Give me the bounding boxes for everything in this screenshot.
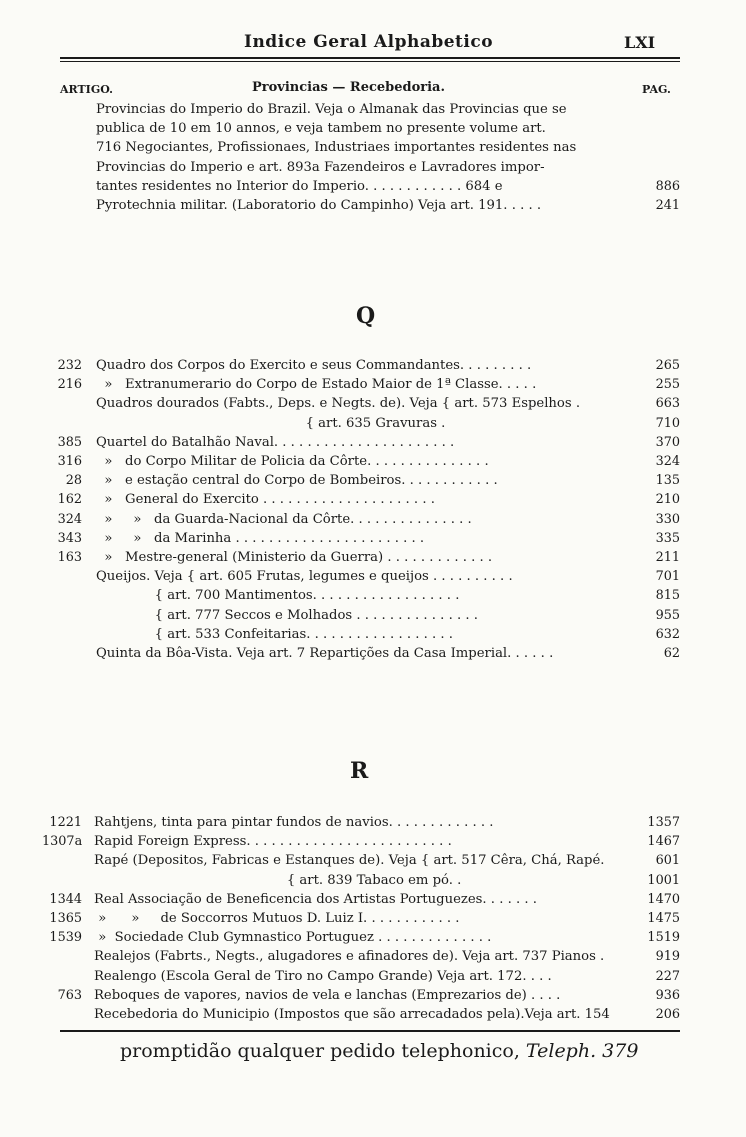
entry-article-number: 763 [57, 987, 82, 1003]
entry-article-number: 1365 [49, 911, 82, 926]
entry-page-number: 1467 [647, 834, 680, 850]
entry-page-number: 936 [655, 987, 680, 1003]
page-number: LXI [624, 33, 656, 52]
footer-text [120, 1040, 638, 1062]
entry-text: Real Associação de Beneficencia dos Artistas Portuguezes. . . . . . . [94, 891, 537, 907]
column-header-artigo: ARTIGO. [60, 83, 113, 96]
entry-text: Pyrotechnia militar. (Laboratorio do Campinho) Veja art. 191. . . . . [96, 198, 542, 213]
entry-page-number: 330 [655, 511, 680, 527]
entry-page-number: 663 [655, 396, 680, 412]
entry-article-number: 1307a [42, 834, 83, 850]
footer-phrase: promptidão qualquer pedido telephonico, [120, 1040, 520, 1062]
entry-text: Quartel do Batalhão Naval. . . . . . . . . . . . . . . . . . . . . . [96, 434, 455, 450]
entry-text: Reboques de vapores, navios de vela e lanchas (Emprezarios de) . . . . [94, 987, 561, 1003]
entry-page-number: 1001 [647, 872, 680, 888]
entry-page-number: 241 [655, 198, 680, 213]
entry-page-number: 1475 [647, 911, 680, 926]
entry-text: Quinta da Bôa-Vista. Veja art. 7 Repartições da Casa Imperial. . . . . . [96, 646, 554, 661]
entry-page-number: 886 [655, 178, 680, 194]
entry-text: { art. 700 Mantimentos. . . . . . . . . . . . . . . . . . [96, 588, 460, 604]
entry-text: 716 Negociantes, Profissionaes, Industriaes importantes residentes nas [96, 140, 577, 156]
entry-text: tantes residentes no Interior do Imperio. . . . . . . . . . . . 684 e [96, 178, 503, 194]
entry-page-number: 211 [655, 550, 680, 565]
entry-article-number: 324 [57, 511, 82, 527]
entry-page-number: 815 [655, 588, 680, 604]
entry-text: » e estação central do Corpo de Bombeiros. . . . . . . . . . . . [96, 473, 498, 489]
entry-page-number: 227 [655, 968, 680, 984]
entry-text: Quadro dos Corpos do Exercito e seus Commandantes. . . . . . . . . [96, 358, 532, 373]
section-letter-r: R [350, 758, 369, 784]
column-header-pag: PAG. [642, 83, 671, 96]
entry-text: » Extranumerario do Corpo de Estado Maior de 1ª Classe. . . . . [96, 377, 537, 393]
header-rule [60, 57, 680, 59]
entry-text: { art. 839 Tabaco em pó. . [94, 872, 462, 888]
entry-text: » » da Guarda-Nacional da Côrte. . . . . . . . . . . . . . . [96, 511, 472, 527]
footer-teleph: Teleph. 379 [525, 1040, 639, 1062]
entry-page-number: 265 [655, 358, 680, 373]
entry-text: Realengo (Escola Geral de Tiro no Campo Grande) Veja art. 172. . . . [94, 968, 552, 984]
entry-page-number: 632 [655, 626, 680, 642]
entry-page-number: 62 [663, 646, 680, 661]
entry-page-number: 1519 [647, 930, 680, 946]
entry-text: » » da Marinha . . . . . . . . . . . . . . . . . . . . . . . [96, 530, 425, 546]
entry-text: Recebedoria do Municipio (Impostos que são arrecadados pela).Veja art. 154 [94, 1007, 610, 1022]
entry-page-number: 370 [655, 434, 680, 450]
entry-article-number: 316 [57, 454, 82, 469]
entry-text: publica de 10 em 10 annos, e veja tambem no presente volume art. [96, 121, 546, 137]
entry-text: » » de Soccorros Mutuos D. Luiz I. . . . . . . . . . . . [94, 911, 460, 926]
section-letter-q: Q [356, 303, 376, 329]
header-rule-thin [60, 61, 680, 62]
entry-text: Provincias do Imperio e art. 893a Fazendeiros e Lavradores impor- [96, 159, 545, 175]
entry-page-number: 135 [655, 473, 680, 489]
entry-text: Rahtjens, tinta para pintar fundos de navios. . . . . . . . . . . . . [94, 815, 494, 830]
entry-article-number: 28 [65, 473, 82, 489]
entry-page-number: 955 [655, 607, 680, 623]
entry-text: » Mestre-general (Ministerio da Guerra) . . . . . . . . . . . . . [96, 550, 493, 565]
entry-article-number: 232 [57, 358, 82, 373]
entry-article-number: 216 [57, 377, 82, 393]
entry-text: { art. 635 Gravuras . [96, 415, 446, 431]
entry-article-number: 162 [57, 492, 82, 508]
entry-page-number: 210 [655, 492, 680, 508]
entry-text: Rapé (Depositos, Fabricas e Estanques de). Veja { art. 517 Cêra, Chá, Rapé. [94, 853, 605, 869]
entry-text: Queijos. Veja { art. 605 Frutas, legumes e queijos . . . . . . . . . . [96, 569, 513, 585]
entry-text: { art. 533 Confeitarias. . . . . . . . . . . . . . . . . . [96, 626, 453, 642]
entry-text: Provincias do Imperio do Brazil. Veja o Almanak das Provincias que se [96, 102, 567, 117]
entry-page-number: 206 [655, 1007, 680, 1022]
entry-page-number: 1470 [647, 891, 680, 907]
entry-page-number: 324 [655, 454, 680, 469]
page-title: Indice Geral Alphabetico [244, 32, 494, 52]
entry-page-number: 710 [655, 415, 680, 431]
entry-article-number: 343 [57, 530, 82, 546]
entry-article-number: 163 [57, 550, 82, 565]
entry-text: » General do Exercito . . . . . . . . . . . . . . . . . . . . . [96, 492, 435, 508]
entry-text: » do Corpo Militar de Policia da Côrte. . . . . . . . . . . . . . . [96, 454, 489, 469]
entry-page-number: 919 [655, 949, 680, 965]
entry-article-number: 1221 [49, 815, 82, 830]
footer-rule [60, 1030, 680, 1032]
section-title: Provincias — Recebedoria. [252, 80, 446, 95]
entry-article-number: 1539 [49, 930, 82, 946]
entry-article-number: 385 [57, 434, 82, 450]
entry-text: » Sociedade Club Gymnastico Portuguez . . . . . . . . . . . . . . [94, 930, 492, 946]
entry-text: Rapid Foreign Express. . . . . . . . . . . . . . . . . . . . . . . . . [94, 834, 452, 850]
entry-page-number: 601 [655, 853, 680, 869]
entry-article-number: 1344 [49, 891, 82, 907]
entry-text: { art. 777 Seccos e Molhados . . . . . . . . . . . . . . . [96, 607, 478, 623]
entry-page-number: 701 [655, 569, 680, 585]
entry-page-number: 335 [655, 530, 680, 546]
entry-page-number: 1357 [647, 815, 680, 830]
entry-page-number: 255 [655, 377, 680, 393]
entry-text: Quadros dourados (Fabts., Deps. e Negts. de). Veja { art. 573 Espelhos . [96, 396, 581, 412]
entry-text: Realejos (Fabrts., Negts., alugadores e afinadores de). Veja art. 737 Pianos . [94, 949, 605, 965]
